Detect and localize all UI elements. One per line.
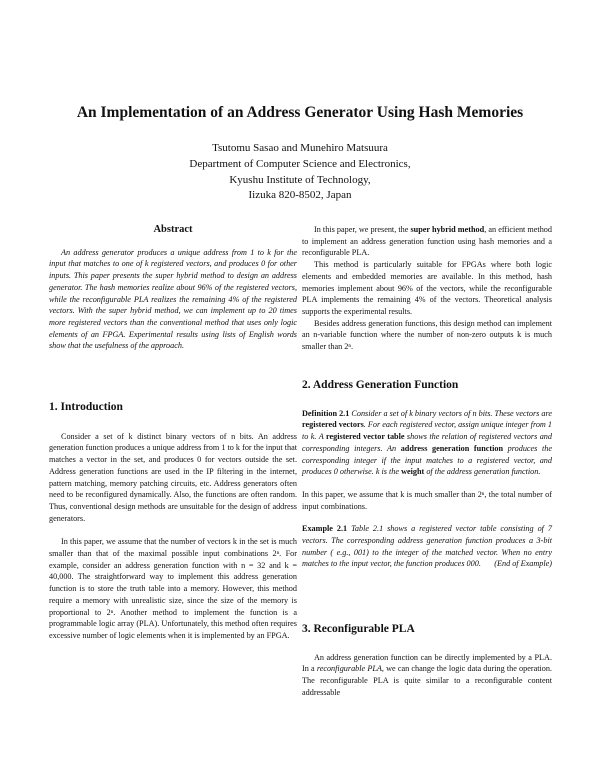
example-label: Example 2.1 [302, 524, 348, 534]
definition-label: Definition 2.1 [302, 408, 350, 418]
introduction-heading: 1. Introduction [49, 401, 123, 413]
abstract-section [49, 224, 297, 352]
abstract-text: An address generator produces a unique address from 1 to k for the input that matches to one of k registered vectors, and produces 0 for other inputs. This paper presents the super hybrid method to design an address generator. The hash memories realize about 96% of the registered vectors, while the reconfigurable PLA realizes the remaining 4% of the registered vectors. With the super hybrid method, we can implement up to 20 times more registered vectors than the conventional method that uses only logic elements of an FPGA. Experimental results using lists of English words show that the usefulness of the approach. [49, 247, 297, 351]
author-department: Department of Computer Science and Electronics, [189, 157, 411, 170]
paper-title: An Implementation of an Address Generator Using Hash Memories [76, 104, 524, 121]
introduction-section [49, 402, 297, 642]
section-2 [302, 380, 552, 570]
introduction-paragraph-1: Consider a set of k distinct binary vectors of n bits. An address generation function produces a unique address from 1 to k for the input that matches a vector in the set, and produces 0 for vectors outside the set. Address generation functions are used in the IP filtering in the internet, pattern matching, memory patching circuits, etc. Address generators often need to be reconfigured dynamically. Also, the functions are often random. Thus, conventional design methods are unsuitable for the design of address generators. [49, 431, 297, 523]
right-intro-p1-c: , an efficient method to implement an address generation function using hash memories and a reconfigurable PLA. [302, 225, 552, 258]
author-address: Iizuka 820-8502, Japan [248, 189, 352, 202]
right-intro-paragraph-2: This method is particularly suitable for FPGAs where both logic elements and embedded memories are available. In this method, hash memories implement about 96% of the vectors, while the reconfigurable PLA implements the remaining 4% of the vectors. Theoretical analysis supports the experimental results. [302, 260, 552, 316]
super-hybrid-term: super hybrid method [410, 225, 485, 234]
abstract-heading: Abstract [153, 224, 193, 235]
section-3-paragraph-1: An address generation function can be directly implemented by a PLA. In a reconfigurable PLA, we can change the logic data during the operation. The reconfigurable PLA is quite similar to a reconfigurable content addressable [302, 652, 552, 697]
assumption-paragraph: In this paper, we assume that k is much smaller than 2ⁿ, the total number of input combinations. [302, 489, 552, 511]
section-3 [302, 624, 552, 699]
introduction-paragraph-2: In this paper, we assume that the number of vectors k in the set is much smaller than that of the maximal possible input combinations 2ⁿ. For example, consider an address generation function with n = 32 and k = 40,000. The straightforward way to implement this address generation function is to store the truth table into a memory. However, this method require a memory with unrealistic size, since the size of the memory is proportional to 2ⁿ. Another method to implement the function is a programmable logic array (PLA). Unfortunately, this method often requires excessive number of logic elements when it is implemented by an FPGA. [49, 537, 297, 640]
right-intro-paragraph-3: Besides address generation functions, this design method can implement an n-variable function where the number of non-zero outputs k is much smaller than 2ⁿ. [302, 318, 552, 352]
right-intro-paragraph-1 [302, 224, 552, 259]
author-block [0, 141, 600, 204]
section-2-heading: 2. Address Generation Function [302, 379, 459, 391]
definition-2-1: Definition 2.1 Consider a set of k binary vectors of n bits. These vectors are registered vectors. For each registered vector, assign unique integer from 1 to k. A registered vector table shows the relation of registered vectors and corresponding integers. An address generation function produces the corresponding integer if the input matches to a registered vector, and produces 0 otherwise. k is the weight of the address generation function. [302, 408, 553, 477]
example-end: (End of Example) [494, 559, 552, 569]
section-3-heading: 3. Reconfigurable PLA [302, 623, 415, 635]
right-intro-p1-a: In this paper, we present, the [314, 225, 411, 234]
author-institute: Kyushu Institute of Technology, [229, 173, 371, 186]
author-names: Tsutomu Sasao and Munehiro Matsuura [212, 142, 388, 154]
right-intro-section [302, 224, 552, 353]
example-2-1: Example 2.1 Table 2.1 shows a registered vector table consisting of 7 vectors. The corresponding address generation function produces a 3-bit number ( e.g., 001) to the integer of the matched vector. When no entry matches to the input vector, the function produces 000. (End of Example) [302, 524, 552, 569]
